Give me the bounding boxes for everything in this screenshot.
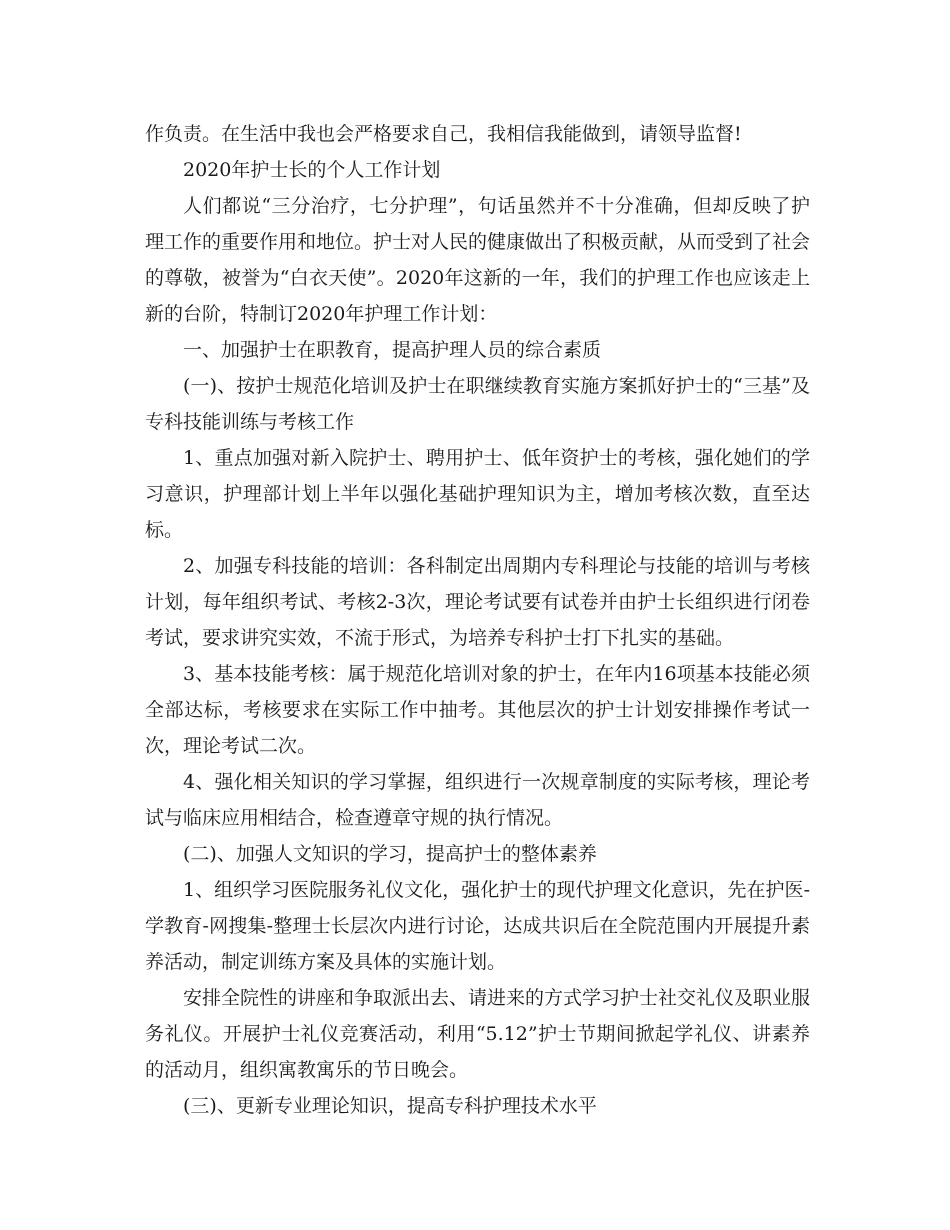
list-item-4: 4、强化相关知识的学习掌握，组织进行一次规章制度的实际考核，理论考试与临床应用相结合，检查遵章守规的执行情况。 — [145, 771, 810, 829]
paragraph-continuation: 作负责。在生活中我也会严格要求自己，我相信我能做到，请领导监督! — [145, 123, 742, 145]
list-item-2: 2、加强专科技能的培训：各科制定出周期内专科理论与技能的培训与考核计划，每年组织考试、考核2-3次，理论考试要有试卷并由护士长组织进行闭卷考试，要求讲究实效，不流于形式，为培养专科护士打下扎实的基础。 — [145, 555, 810, 649]
paragraph-intro: 人们都说“三分治疗，七分护理”，句话虽然并不十分准确，但却反映了护理工作的重要作用和地位。护士对人民的健康做出了积极贡献，从而受到了社会的尊敬，被誉为“白衣天使”。2020年这新的一年，我们的护理工作也应该走上新的台阶，特制订2020年护理工作计划： — [145, 195, 811, 325]
list-item-1: 1、重点加强对新入院护士、聘用护士、低年资护士的考核，强化她们的学习意识，护理部计划上半年以强化基础护理知识为主，增加考核次数，直至达标。 — [145, 447, 810, 541]
section-heading-1: 一、加强护士在职教育，提高护理人员的综合素质 — [183, 339, 602, 361]
list-item-3: 3、基本技能考核：属于规范化培训对象的护士，在年内16项基本技能必须全部达标，考核要求在实际工作中抽考。其他层次的护士计划安排操作考试一次，理论考试二次。 — [145, 663, 810, 757]
paragraph-etiquette: 安排全院性的讲座和争取派出去、请进来的方式学习护士社交礼仪及职业服务礼仪。开展护士礼仪竞赛活动，利用“5.12”护士节期间掀起学礼仪、讲素养的活动月，组织寓教寓乐的节日晚会。 — [145, 987, 811, 1081]
document-body — [145, 116, 810, 1124]
subsection-heading-1: (一)、按护士规范化培训及护士在职继续教育实施方案抓好护士的“三基”及专科技能训练与考核工作 — [145, 375, 810, 433]
subsection-heading-3: (三)、更新专业理论知识，提高专科护理技术水平 — [183, 1095, 597, 1117]
list-item-5: 1、组织学习医院服务礼仪文化，强化护士的现代护理文化意识，先在护医-学教育-网搜集-整理士长层次内进行讨论，达成共识后在全院范围内开展提升素养活动，制定训练方案及具体的实施计划。 — [145, 879, 810, 973]
subsection-heading-2: (二)、加强人文知识的学习，提高护士的整体素养 — [183, 843, 597, 865]
plan-title: 2020年护士长的个人工作计划 — [183, 159, 441, 181]
